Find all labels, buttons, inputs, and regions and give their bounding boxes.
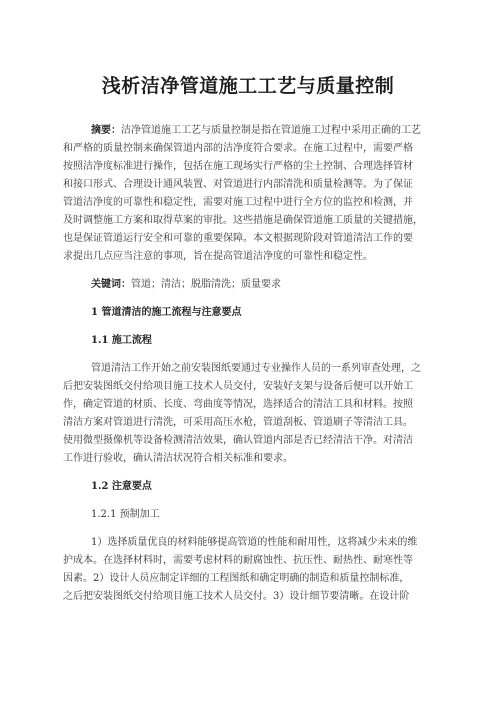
subsection-heading: 1.2 注意要点 [91, 481, 152, 492]
body-line: 工作进行验收，确认清洁状况符合相关标准和要求。 [63, 453, 293, 464]
body-line: 管道清洁工作开始之前安装图纸要通过专业操作人员的一系列审查处理，之 [91, 363, 421, 374]
abstract-line: 管道洁净度的可靠性和稳定性，需要对施工过程中进行全方位的监控和检测，并 [63, 197, 413, 208]
page-title: 浅析洁净管道施工工艺与质量控制 [101, 75, 395, 97]
abstract-line: 也是保证管道运行安全和可靠的重要保障。本文根据现阶段对管道清洁工作的要 [63, 233, 413, 244]
section-heading: 1 管道清洁的施工流程与注意要点 [91, 307, 242, 318]
abstract-line: 摘要：洁净管道施工工艺与质量控制是指在管道施工过程中采用正确的工艺 [91, 125, 421, 136]
keywords: 关键词：管道；清洁；脱脂清洗；质量要求 [91, 279, 281, 290]
abstract-line: 和接口形式、合理设计通风装置、对管道进行内部清洗和质量检测等。为了保证 [63, 179, 413, 190]
body-line: 护成本。在选择材料时，需要考虑材料的耐腐蚀性、抗压性、耐热性、耐寒性等 [63, 555, 413, 566]
body-line: 后把安装图纸交付给项目施工技术人员交付，安装好支架与设备后便可以开始工 [63, 381, 413, 392]
abstract-label: 摘要： [91, 125, 121, 136]
subsubsection-heading: 1.2.1 预制加工 [91, 509, 160, 520]
abstract-line: 和严格的质量控制来确保管道内部的洁净度符合要求。在施工过程中，需要严格 [63, 143, 413, 154]
body-line: 使用微型摄像机等设备检测清洁效果，确认管道内部是否已经清洁干净。对清洁 [63, 435, 413, 446]
keywords-label: 关键词： [91, 279, 131, 290]
body-line: 清洁方案对管道进行清洗，可采用高压水枪，管道刮板、管道刷子等清洁工具。 [63, 417, 413, 428]
abstract-line: 按照洁净度标准进行操作，包括在施工现场实行严格的尘土控制、合理选择管材 [63, 161, 413, 172]
abstract-line: 及时调整施工方案和取得草案的审批。这些措施是确保管道施工质量的关键措施， [63, 215, 423, 226]
subsection-heading: 1.1 施工流程 [91, 335, 152, 346]
body-line: 1）选择质量优良的材料能够提高管道的性能和耐用性，这将减少未来的维 [91, 537, 418, 548]
abstract-line: 求提出几点应当注意的事项，旨在提高管道洁净度的可靠性和稳定性。 [63, 251, 373, 262]
body-line: 之后把安装图纸交付给项目施工技术人员交付。3）设计细节要清晰。在设计阶 [63, 591, 410, 602]
body-line: 作，确定管道的材质、长度、弯曲度等情况，选择适合的清洁工具和材料。按照 [63, 399, 413, 410]
body-line: 因素。2）设计人员应制定详细的工程图纸和确定明确的制造和质量控制标准， [63, 573, 410, 584]
